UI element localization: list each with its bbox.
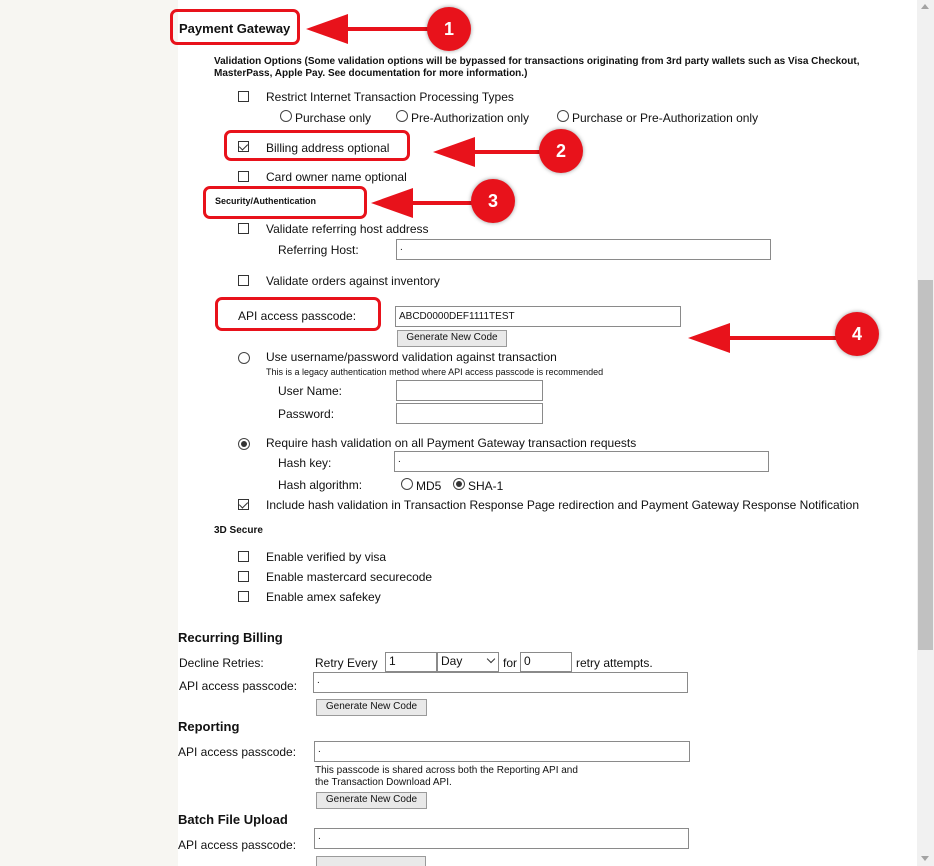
reporting-note-line2: the Transaction Download API. — [315, 777, 452, 788]
validation-options-text: Validation Options (Some validation options will be bypassed for transactions originating from 3rd party wallets such as Visa Checkout, MasterPass, Apple Pay. See documentation for more information.) — [214, 56, 860, 79]
validate-inventory-label: Validate orders against inventory — [266, 274, 440, 288]
purchase-or-preauth-label: Purchase or Pre-Authorization only — [572, 111, 759, 125]
reporting-title: Reporting — [178, 719, 240, 734]
batch-title: Batch File Upload — [178, 812, 288, 827]
arrow-1-head — [306, 14, 348, 44]
md5-label: MD5 — [416, 479, 442, 493]
api-passcode-input[interactable]: ABCD0000DEF1111TEST — [395, 306, 681, 327]
batch-api-label: API access passcode: — [178, 838, 297, 852]
decline-retries-label: Decline Retries: — [179, 656, 264, 670]
hash-algorithm-label: Hash algorithm: — [278, 478, 363, 492]
hash-key-input[interactable]: . — [394, 451, 769, 472]
validate-host-label: Validate referring host address — [266, 222, 429, 236]
retry-every-label: Retry Every — [315, 656, 378, 670]
retry-attempts-input[interactable]: 0 — [520, 652, 572, 672]
arrow-3-head — [371, 188, 413, 218]
require-hash-label: Require hash validation on all Payment Gateway transaction requests — [266, 436, 637, 450]
recurring-api-label: API access passcode: — [179, 679, 298, 693]
username-password-label: Use username/password validation against transaction — [266, 350, 557, 364]
generate-code-button[interactable]: Generate New Code — [397, 330, 507, 347]
for-label: for — [503, 656, 518, 670]
user-name-label: User Name: — [278, 384, 343, 398]
visa-label: Enable verified by visa — [266, 550, 387, 564]
retry-interval-input[interactable]: 1 — [385, 652, 437, 672]
hash-key-label: Hash key: — [278, 456, 332, 470]
preauth-only-label: Pre-Authorization only — [411, 111, 530, 125]
security-title: Security/Authentication — [215, 196, 317, 206]
reporting-api-input[interactable]: . — [314, 741, 690, 762]
reporting-note-line1: This passcode is shared across both the Reporting API and — [315, 765, 578, 776]
arrow-2-head — [433, 137, 475, 167]
purchase-only-label: Purchase only — [295, 111, 372, 125]
batch-api-input[interactable]: . — [314, 828, 689, 849]
sha1-label: SHA-1 — [468, 479, 504, 493]
retry-attempts-label: retry attempts. — [576, 656, 653, 670]
referring-host-input[interactable]: . — [396, 239, 771, 260]
recurring-generate-button[interactable]: Generate New Code — [316, 699, 427, 716]
reporting-api-label: API access passcode: — [178, 745, 297, 759]
3d-secure-title: 3D Secure — [214, 525, 263, 536]
referring-host-label: Referring Host: — [278, 243, 359, 257]
payment-gateway-title: Payment Gateway — [179, 21, 291, 36]
arrow-4-head — [688, 323, 730, 353]
callout-4: 4 — [835, 312, 879, 356]
billing-address-label: Billing address optional — [266, 141, 390, 155]
restrict-label: Restrict Internet Transaction Processing Types — [266, 90, 514, 104]
callout-1: 1 — [427, 7, 471, 51]
card-owner-label: Card owner name optional — [266, 170, 407, 184]
reporting-generate-button[interactable]: Generate New Code — [316, 792, 427, 809]
legacy-note: This is a legacy authentication method where API access passcode is recommended — [266, 367, 604, 377]
mastercard-label: Enable mastercard securecode — [266, 570, 433, 584]
callout-3: 3 — [471, 179, 515, 223]
period-select-value: Day — [441, 654, 463, 668]
include-hash-label: Include hash validation in Transaction Response Page redirection and Payment Gateway Response Notification — [266, 498, 860, 512]
password-label: Password: — [278, 407, 335, 421]
amex-label: Enable amex safekey — [266, 590, 381, 604]
recurring-api-input[interactable]: . — [313, 672, 688, 693]
callout-2: 2 — [539, 129, 583, 173]
recurring-title: Recurring Billing — [178, 630, 283, 645]
api-passcode-label: API access passcode: — [238, 309, 357, 323]
